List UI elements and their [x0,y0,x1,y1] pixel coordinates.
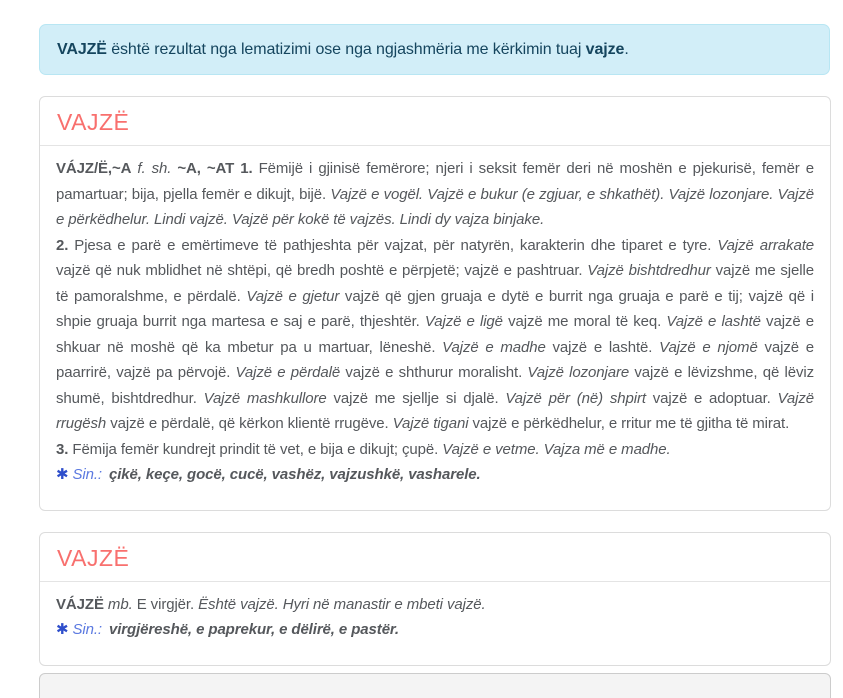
notice-text [57,41,629,58]
text-segment: Vajzë për (në) shpirt [505,389,646,407]
text-segment: vajzë e lashtë. [545,338,660,356]
text-segment: vajzë me sjellje si djalë. [326,389,506,407]
entry-title[interactable]: VAJZË [40,533,830,582]
definition-paragraph [56,156,814,233]
entries-list [39,96,843,666]
text-segment: mb. [103,595,133,613]
text-segment: vajzë me sjelle të pamoralshme, e përdalë. [56,262,814,305]
text-segment: Fëmijë i gjinisë femërore; njeri i seksit femër deri në moshën e pjekurisë, femër e pamartuar; bija, pjella femër e dikujt, bijë. [56,160,814,203]
synonyms-label: Sin.: [72,466,102,483]
text-segment: vajzë që nuk mblidhet në shtëpi, që bredh poshtë e përpjetë; vajzë e pashtruar. [56,262,588,279]
text-segment: vajzë e paarrirë, vajzë pa përvojë. [56,338,814,381]
entry-card [39,96,831,511]
text-segment: . [624,41,629,58]
text-segment: Vajzë e vogël. Vajzë e bukur (e zgjuar, e shkathët). Vajzë lozonjare. Vajzë e përkëdhelur. Lindi vajzë. Vajzë për kokë të vajzës. Lindi dy vajza binjake. [56,185,814,228]
text-segment: është rezultat nga lematizimi ose nga ngjashmëria me kërkimin tuaj [106,41,586,58]
synonyms-label: Sin.: [72,621,102,638]
text-segment: vajze [585,41,625,58]
lemmatization-notice [39,24,830,75]
text-segment: VÁJZË [56,595,104,613]
text-segment: Vajzë e madhe [442,338,546,356]
text-segment: Vajzë e gjetur [246,287,340,305]
text-segment: Vajzë rrugësh [56,389,814,432]
asterisk-icon: ✱ [56,621,69,638]
text-segment: vajzë e përdalë, që kërkon klientë rrugëve. [106,415,393,432]
entry-title[interactable]: VAJZË [40,97,830,146]
text-segment: VÁJZ/Ë,~A [56,160,132,177]
text-segment: Vajzë tigani [392,415,469,432]
text-segment: Fëmija femër kundrejt prindit të vet, e bija e dikujt; çupë. [68,440,443,458]
text-segment: vajzë që gjen gruaja e dytë e burrit nga gruaja e parë e tij; vajzë që i shpie gruaja burrit nga martesa e saj e parë, thjeshtër. [56,287,814,330]
synonyms-line [56,617,814,643]
text-segment: vajzë e shkuar në moshë që ka mbetur pa u martuar, lëneshë. [56,313,814,356]
definition-paragraph [56,233,814,437]
text-segment: VAJZË [57,41,107,58]
text-segment: Vajzë arrakate [717,236,815,254]
text-segment: Vajzë mashkullore [203,389,327,407]
definition-paragraph [56,437,814,463]
synonyms-line [56,462,814,488]
next-entry-card-partial [39,673,831,698]
entry-card [39,532,831,666]
text-segment: Vajzë e njomë [659,338,758,356]
text-segment: Vajzë e lashtë [666,313,761,330]
text-segment: f. sh. [131,160,178,177]
text-segment: Vajzë lozonjare [527,364,630,381]
synonyms-text: çikë, keçe, gocë, cucë, vashëz, vajzushkë, vasharele. [108,466,481,483]
entry-body [40,146,830,510]
text-segment: E virgjër. [132,595,199,613]
text-segment: 3. [56,440,69,458]
synonyms-text: virgjëreshë, e paprekur, e dëlirë, e pastër. [108,621,399,638]
text-segment: vajzë e përkëdhelur, e rritur me të gjitha të mirat. [468,415,790,432]
text-segment: vajzë me moral të keq. [502,313,667,330]
text-segment: vajzë e shthurur moralisht. [340,364,528,381]
entry-body [40,582,830,665]
text-segment: Vajzë e ligë [424,313,503,330]
text-segment: 2. [56,236,69,254]
text-segment: vajzë e lëvizshme, që lëviz shumë, bishtdredhur. [56,364,814,407]
asterisk-icon: ✱ [56,466,69,483]
text-segment: ~A, ~AT 1. [177,160,253,177]
text-segment: Është vajzë. Hyri në manastir e mbeti vajzë. [198,595,486,613]
text-segment: Vajzë e përdalë [235,364,341,381]
text-segment: Vajzë e vetme. Vajza më e madhe. [442,440,671,458]
text-segment: vajzë e adoptuar. [645,389,778,407]
definition-paragraph [56,592,814,618]
text-segment: Pjesa e parë e emërtimeve të pathjeshta për vajzat, për natyrën, karakterin dhe tiparet e tyre. [68,236,718,254]
text-segment: Vajzë bishtdredhur [587,262,711,279]
